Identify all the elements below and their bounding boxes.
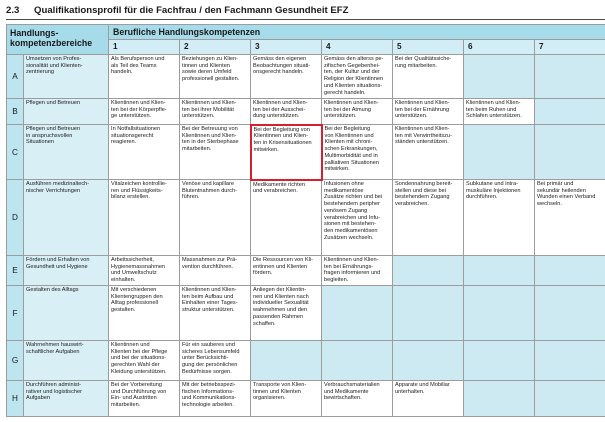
empty-cell (464, 341, 535, 381)
row-letter: H (7, 381, 24, 417)
competence-cell: Bei der Begleitung von Klientinnen und Klienten mit chroni- schen Erkrankungen, Multimorbidität und in palliativen Situationen mitwirken. (322, 125, 393, 180)
table-row (7, 125, 605, 180)
competence-cell: Arbeitssicherheit, Hygienemassnahmen und Umweltschutz einhalten. (109, 256, 180, 286)
competence-cell: Subkutane und intra- muskuläre Injektionen durchführen. (464, 180, 535, 256)
competence-cell: Bei der Begleitung von Klientinnen und Klien- ten in Krisensituationen mitwirken. (251, 125, 322, 180)
competence-area: Umsetzen von Profes- sionalität und Klienten- zentrierung (24, 55, 109, 99)
row-letter: C (7, 125, 24, 180)
competence-cell: Massnahmen zur Prä- vention durchführen. (180, 256, 251, 286)
competence-cell: Sondennahrung bereit- stellen und diese bei bestehendem Zugang verabreichen. (393, 180, 464, 256)
empty-cell (322, 341, 393, 381)
empty-cell (535, 55, 605, 99)
empty-cell (464, 286, 535, 341)
competence-cell: Beziehungen zu Klien- tinnen und Klienten sowie deren Umfeld professionell gestalten. (180, 55, 251, 99)
empty-cell (535, 99, 605, 125)
competence-cell: Klientinnen und Klien- ten bei der Ernährung unterstützen. (393, 99, 464, 125)
competence-cell: Klientinnen und Klien- ten mit Verwirrtheitszu- ständen unterstützen. (393, 125, 464, 180)
table-row (7, 99, 605, 125)
row-letter: E (7, 256, 24, 286)
competence-cell: Mit verschiedenen Klientengruppen den Alltag professionell gestalten. (109, 286, 180, 341)
empty-cell (535, 125, 605, 180)
competence-cell: Bei der Betreuung von Klientinnen und Klien- ten in der Sterbephase mitarbeiten. (180, 125, 251, 180)
column-number-4: 4 (322, 40, 393, 55)
empty-cell (251, 341, 322, 381)
competence-header: Berufliche Handlungskompetenzen (109, 25, 605, 40)
competence-area: Pflegen und Betreuen (24, 99, 109, 125)
row-letter: B (7, 99, 24, 125)
competence-cell: Als Berufsperson und als Teil des Teams handeln. (109, 55, 180, 99)
empty-cell (535, 256, 605, 286)
column-number-3: 3 (251, 40, 322, 55)
competence-cell: Mit der betriebsspezi- fischen Informations- und Kommunikations- technologie arbeiten. (180, 381, 251, 417)
competence-cell: Klientinnen und Klien- ten bei Ernährungs- fragen informieren und begleiten. (322, 256, 393, 286)
competence-cell: Bei der Vorbereitung und Durchführung von Ein- und Austritten mitarbeiten. (109, 381, 180, 417)
table-row (7, 180, 605, 256)
area-header: Handlungs- kompetenzbereiche (7, 25, 109, 55)
empty-cell (464, 381, 535, 417)
competence-cell: Klientinnen und Klien- ten beim Aufbau und Einhalten einer Tages- struktur unterstützen. (180, 286, 251, 341)
competence-cell: Klientinnen und Klien- ten bei der Ausschei- dung unterstützen. (251, 99, 322, 125)
competence-cell: Klientinnen und Klien- ten bei ihrer Mobilität unterstützen. (180, 99, 251, 125)
competence-area: Pflegen und Betreuen in anspruchsvollen Situationen (24, 125, 109, 180)
competence-area: Gestalten des Alltags (24, 286, 109, 341)
competence-area: Durchführen administ- rativer und logistischer Aufgaben (24, 381, 109, 417)
competence-cell: Bei primär und sekundär heilenden Wunden einen Verband wechseln. (535, 180, 605, 256)
competence-area: Wahrnehmen hauswirt- schaftlicher Aufgaben (24, 341, 109, 381)
column-number-7: 7 (535, 40, 605, 55)
competence-cell: Bei der Qualitätssiche- rung mitarbeiten. (393, 55, 464, 99)
row-letter: F (7, 286, 24, 341)
competence-cell: Klientinnen und Klien- ten beim Ruhen und Schlafen unterstützen. (464, 99, 535, 125)
column-number-1: 1 (109, 40, 180, 55)
empty-cell (393, 341, 464, 381)
column-number-6: 6 (464, 40, 535, 55)
empty-cell (535, 381, 605, 417)
empty-cell (535, 341, 605, 381)
column-number-2: 2 (180, 40, 251, 55)
competence-cell: Vitalzeichen kontrollie- ren und Flüssigkeits- bilanz erstellen. (109, 180, 180, 256)
qualification-profile-table (6, 24, 605, 417)
competence-cell: Die Ressourcen von Kli- entinnen und Klienten fördern. (251, 256, 322, 286)
section-title: Qualifikationsprofil für die Fachfrau / den Fachmann Gesundheit EFZ (34, 5, 349, 16)
competence-cell: Klientinnen und Klienten bei der Pflege und bei der situations- gerechten Wahl der Kleidung unterstützen. (109, 341, 180, 381)
competence-cell: In Notfallsituationen situationsgerecht reagieren. (109, 125, 180, 180)
competence-cell: Anliegen der Klientin- nen und Klienten nach individueller Sexualität wahrnehmen und den passenden Rahmen schaffen. (251, 286, 322, 341)
table-body (7, 55, 605, 417)
competence-cell: Gemäss den eigenen Beobachtungen situati- onsgerecht handeln. (251, 55, 322, 99)
competence-cell: Verbrauchsmaterialien und Medikamente bewirtschaften. (322, 381, 393, 417)
section-number: 2.3 (6, 5, 20, 16)
competence-cell: Medikamente richten und verabreichen. (251, 180, 322, 256)
row-letter: G (7, 341, 24, 381)
page-title (6, 3, 349, 19)
competence-cell: Venöse und kapillare Blutentnahmen durch- führen. (180, 180, 251, 256)
table-row (7, 381, 605, 417)
competence-cell: Klientinnen und Klien- ten bei der Atmung unterstützen. (322, 99, 393, 125)
empty-cell (464, 256, 535, 286)
competence-cell: Gemäss den alterss pe- zifischen Gegebenhei- ten, der Kultur und der Religion der Klientinnen und Klienten situations- gerecht handeln. (322, 55, 393, 99)
competence-area: Fördern und Erhalten von Gesundheit und Hygiene (24, 256, 109, 286)
competence-area: Ausführen medizinaltech- nischer Verrichtungen (24, 180, 109, 256)
competence-cell: Transporte von Klien- tinnen und Klienten organisieren. (251, 381, 322, 417)
competence-cell: Infusionen ohne medikamentöse Zusätze richten und bei bestehendem peripher venösem Zugang verabreichen und Infu- sionen mit bestehen- den medikamentösen Zusätzen wechseln. (322, 180, 393, 256)
table-row (7, 341, 605, 381)
empty-cell (535, 286, 605, 341)
empty-cell (464, 125, 535, 180)
competence-cell: Apparate und Mobiliar unterhalten. (393, 381, 464, 417)
title-divider (6, 19, 605, 20)
empty-cell (393, 286, 464, 341)
competence-cell: Für ein sauberes und sicheres Lebensumfeld unter Berücksichti- gung der persönlichen Bedürfnisse sorgen. (180, 341, 251, 381)
competence-cell: Klientinnen und Klien- ten bei der Körperpfle- ge unterstützen. (109, 99, 180, 125)
row-letter: A (7, 55, 24, 99)
column-number-5: 5 (393, 40, 464, 55)
table-row (7, 55, 605, 99)
empty-cell (464, 55, 535, 99)
row-letter: D (7, 180, 24, 256)
table-row (7, 286, 605, 341)
empty-cell (322, 286, 393, 341)
empty-cell (393, 256, 464, 286)
table-row (7, 256, 605, 286)
